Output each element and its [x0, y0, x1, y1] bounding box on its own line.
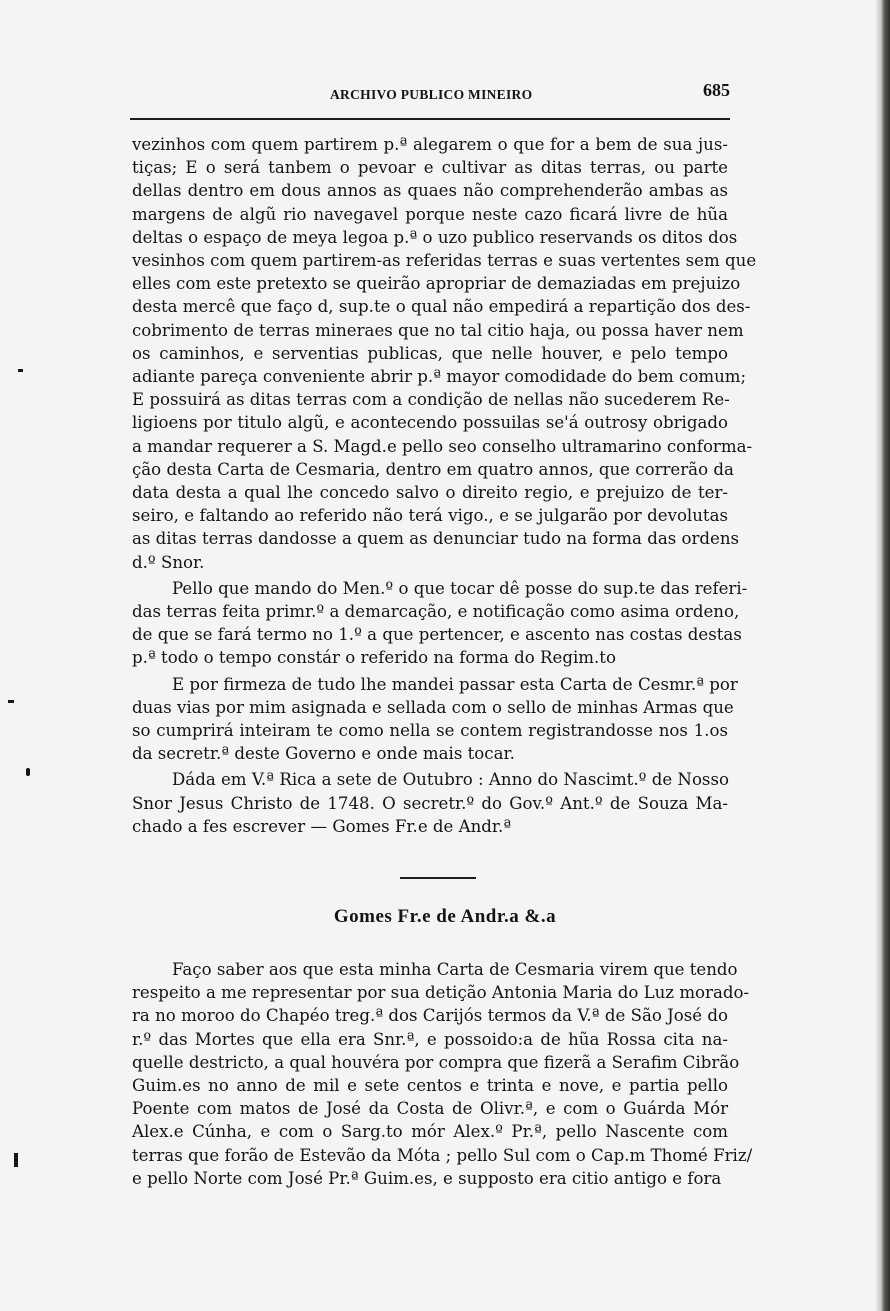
text-line: r.º das Mortes que ella era Snr.ª, e possoido:a de hũa Rossa cita na-: [132, 1029, 728, 1049]
text-line: das terras feita primr.º a demarcação, e notificação como asima ordeno,: [132, 602, 740, 622]
text-line: ligioens por titulo algũ, e acontecendo possuilas se'á outrosy obrigado: [132, 413, 728, 433]
running-title: ARCHIVO PUBLICO MINEIRO: [330, 87, 533, 102]
text-line: respeito a me representar por sua detição Antonia Maria do Luz morado-: [132, 983, 750, 1003]
text-line: chado a fes escrever — Gomes Fr.e de Andr.ª: [132, 816, 512, 836]
text-line: quelle destricto, a qual houvéra por compra que fizerã a Serafim Cibrão: [132, 1052, 740, 1072]
margin-speck: [26, 768, 30, 776]
text-line: os caminhos, e serventias publicas, que nelle houver, e pelo tempo: [132, 343, 728, 363]
text-line: so cumprirá inteiram te como nella se contem registrandosse nos 1.os: [132, 721, 728, 741]
page-number: 685: [703, 80, 730, 100]
text-line: dellas dentro em dous annos as quaes não comprehenderão ambas as: [132, 181, 728, 201]
margin-speck: [8, 700, 14, 703]
paragraph: [132, 768, 728, 838]
text-line: vesinhos com quem partirem-as referidas terras e suas vertentes sem que: [132, 251, 757, 271]
text-line: Faço saber aos que esta minha Carta de Cesmaria virem que tendo: [172, 960, 738, 979]
text-line: deltas o espaço de meya legoa p.ª o uzo publico reservands os ditos dos: [132, 227, 738, 247]
page-edge-shadow: [876, 0, 890, 1311]
text-line: data desta a qual lhe concedo salvo o direito regio, e prejuizo de ter-: [132, 483, 728, 503]
text-line: cobrimento de terras mineraes que no tal citio haja, ou possa haver nem: [132, 320, 744, 340]
text-line: Guim.es no anno de mil e sete centos e trinta e nove, e partia pello: [132, 1076, 728, 1096]
paragraph: [132, 577, 748, 670]
section-separator: [400, 877, 476, 879]
paragraph: [132, 958, 753, 1190]
text-line: desta mercê que faço d, sup.te o qual não empedirá a repartição dos des-: [132, 297, 751, 317]
page-header: [130, 80, 730, 108]
header-rule: [130, 118, 730, 120]
text-line: E possuirá as ditas terras com a condição de nellas não sucederem Re-: [132, 390, 730, 410]
text-line: e pello Norte com José Pr.ª Guim.es, e supposto era citio antigo e fora: [132, 1168, 722, 1188]
text-line: as ditas terras dandosse a quem as denunciar tudo na forma das ordens: [132, 529, 740, 549]
text-line: ra no moroo do Chapéo treg.ª dos Carijós termos da V.ª de São José do: [132, 1006, 728, 1026]
text-line: Poente com matos de José da Costa de Olivr.ª, e com o Guárda Mór: [132, 1099, 728, 1119]
text-line: adiante pareça conveniente abrir p.ª mayor comodidade do bem comum;: [132, 367, 747, 387]
text-line: ção desta Carta de Cesmaria, dentro em quatro annos, que correrão da: [132, 459, 734, 479]
paragraph: [132, 673, 738, 766]
margin-speck: [14, 1153, 18, 1167]
text-line: seiro, e faltando ao referido não terá vigo., e se julgarão por devolutas: [132, 506, 728, 526]
section-title: Gomes Fr.e de Andr.a &.a: [333, 906, 557, 927]
margin-speck: [18, 369, 23, 372]
text-line: tiças; E o será tanbem o pevoar e cultivar as ditas terras, ou parte: [132, 158, 728, 178]
text-line: E por firmeza de tudo lhe mandei passar esta Carta de Cesmr.ª por: [172, 674, 738, 694]
text-line: margens de algũ rio navegavel porque neste cazo ficará livre de hũa: [132, 204, 728, 224]
text-line: Dáda em V.ª Rica a sete de Outubro : Anno do Nascimt.º de Nosso: [172, 770, 729, 790]
text-line: duas vias por mim asignada e sellada com o sello de minhas Armas que: [132, 697, 734, 717]
text-block-top: [132, 133, 757, 838]
text-line: da secretr.ª deste Governo e onde mais tocar.: [132, 744, 515, 764]
text-line: Pello que mando do Men.º o que tocar dê posse do sup.te das referi-: [172, 578, 748, 598]
text-block-bottom: [132, 958, 753, 1190]
text-line: terras que forão de Estevão da Móta ; pello Sul com o Cap.m Thomé Friz/: [132, 1145, 753, 1165]
text-line: Alex.e Cúnha, e com o Sarg.to mór Alex.º Pr.ª, pello Nascente com: [132, 1122, 728, 1142]
text-line: p.ª todo o tempo constár o referido na forma do Regim.to: [132, 648, 616, 668]
text-line: d.º Snor.: [132, 552, 205, 572]
text-line: elles com este pretexto se queirão apropriar de demaziadas em prejuizo: [132, 274, 741, 294]
text-line: vezinhos com quem partirem p.ª alegarem o que for a bem de sua jus-: [132, 135, 728, 154]
text-line: de que se fará termo no 1.º a que pertencer, e ascento nas costas destas: [132, 625, 742, 645]
text-line: a mandar requerer a S. Magd.e pello seo conselho ultramarino conforma-: [132, 436, 753, 456]
paragraph: [132, 133, 757, 574]
text-line: Snor Jesus Christo de 1748. O secretr.º do Gov.º Ant.º de Souza Ma-: [132, 793, 728, 813]
